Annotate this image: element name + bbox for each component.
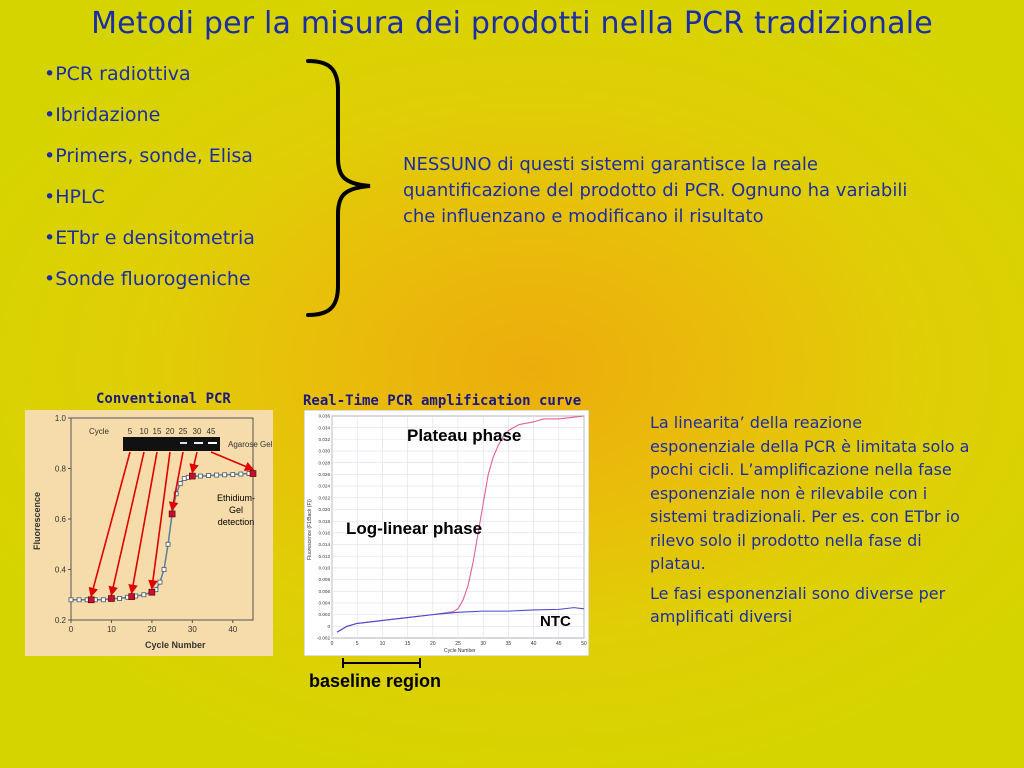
data-point [215,473,219,477]
x-tick-label: 0 [68,625,74,634]
y-tick-label: 0.010 [318,565,330,571]
x-tick-label: 45 [556,641,562,647]
baseline-region-label: baseline region [309,671,442,691]
conventional-pcr-chart [25,410,273,656]
plateau-phase-label: Plateau phase [407,426,522,445]
x-tick-label: 15 [404,641,411,647]
y-tick-label: 1.0 [54,414,66,423]
y-tick-label: 0.018 [318,518,330,524]
data-point [101,598,105,602]
gel-cycle-number: 15 [152,427,162,436]
data-point [69,598,73,602]
data-point [207,474,211,478]
y-axis-label: Fluorescence (F1/Back (F)) [307,499,313,560]
x-tick-label: 5 [355,641,359,647]
data-point [231,473,235,477]
data-point [158,580,162,584]
x-tick-label: 20 [430,641,436,647]
data-point [182,477,186,481]
data-point [198,474,202,478]
method-item: •ETbr e densitometria [44,227,255,249]
x-tick-label: 40 [530,641,537,647]
gel-cycle-number: 45 [206,427,216,436]
x-axis-label: Cycle Number [145,640,206,650]
data-point [162,568,166,572]
x-tick-label: 10 [379,641,386,647]
highlighted-point [108,596,114,602]
y-tick-label: 0.022 [318,495,330,501]
nessuno-paragraph: NESSUNO di questi sistemi garantisce la reale quantificazione del prodotto di PCR. Ognuno ha variabili che influenzano e modificano il risultato [403,154,908,227]
baseline-bracket [340,657,424,669]
realtime-pcr-caption: Real-Time PCR amplification curve [303,393,582,409]
x-tick-label: 0 [330,641,334,647]
gel-cycle-number: 25 [178,427,188,436]
y-tick-label: 0.030 [318,448,330,454]
explanation-text [650,411,970,635]
gel-cycle-number: 20 [165,427,175,436]
y-tick-label: 0.024 [318,483,330,489]
highlighted-point [189,473,195,479]
detection-label: detection [217,517,255,527]
method-item: •HPLC [44,186,105,208]
data-point [118,597,122,601]
x-tick-label: 40 [228,625,238,634]
gel-cycle-label: Cycle [89,427,110,436]
explanation-paragraph: La linearita’ della reazione esponenziale della PCR è limitata solo a pochi cicli. L’amplificazione nella fase esponenziale non è rilevabile con i sistemi tradizionali. Per es. con ETbr io rilevo solo il prodotto nella fase di platau. [650,413,970,573]
y-tick-label: -0.002 [316,635,330,641]
x-tick-label: 10 [106,625,116,634]
gel-cycle-number: 30 [192,427,202,436]
highlighted-point [129,594,135,600]
y-tick-label: 0.020 [318,507,330,513]
data-point [77,598,81,602]
method-item: •PCR radiottiva [44,63,191,85]
gel-cycle-number: 5 [127,427,133,436]
explanation-paragraph: Le fasi esponenziali sono diverse per amplificati diversi [650,583,946,626]
ethidium-label: Ethidium- [216,493,256,503]
method-item: •Primers, sonde, Elisa [44,145,253,167]
method-item: •Sonde fluorogeniche [44,268,251,290]
y-tick-label: 0.036 [318,413,330,419]
method-item: •Ibridazione [44,104,161,126]
y-tick-label: 0.2 [54,616,66,625]
x-tick-label: 30 [187,625,197,634]
y-tick-label: 0.028 [318,460,330,466]
highlighted-point [88,597,94,603]
highlighted-point [250,471,256,477]
gel-legend: Agarose Gel [228,440,273,449]
y-tick-label: 0.008 [318,577,330,583]
y-tick-label: 0.004 [318,600,330,606]
y-tick-label: 0.034 [318,425,330,431]
data-point [142,593,146,597]
y-tick-label: 0.6 [54,515,66,524]
curly-brace [300,58,380,320]
y-tick-label: 0.006 [318,588,330,594]
data-point [166,542,170,546]
x-tick-label: 35 [505,641,512,647]
x-tick-label: 50 [581,641,587,647]
x-tick-label: 30 [480,641,486,647]
data-point [223,473,227,477]
gel-label: Gel [228,505,244,515]
y-tick-label: 0.4 [54,565,66,575]
y-tick-label: 0.012 [318,553,330,559]
gel-cycle-number: 10 [139,427,149,436]
y-tick-label: 0.002 [318,612,330,618]
y-tick-label: 0.032 [318,436,330,442]
y-tick-label: 0.8 [54,464,66,474]
conventional-pcr-caption: Conventional PCR [96,391,231,407]
methods-list [44,62,255,308]
y-axis-label: Fluorescence [32,491,42,550]
gel-strip [123,437,220,451]
y-tick-label: 0.026 [318,472,330,478]
y-tick-label: 0 [327,623,330,629]
x-tick-label: 25 [455,641,461,647]
x-axis-label: Cycle Number [444,648,476,654]
data-point [178,482,182,486]
highlighted-point [149,589,155,595]
log-linear-phase-label: Log-linear phase [346,519,483,538]
data-point [239,472,243,476]
slide-title: Metodi per la misura dei prodotti nella PCR tradizionale [91,6,933,41]
highlighted-point [169,511,175,517]
ntc-label: NTC [540,613,571,630]
x-tick-label: 20 [147,625,157,634]
y-tick-label: 0.016 [318,530,330,536]
y-tick-label: 0.014 [318,542,330,548]
